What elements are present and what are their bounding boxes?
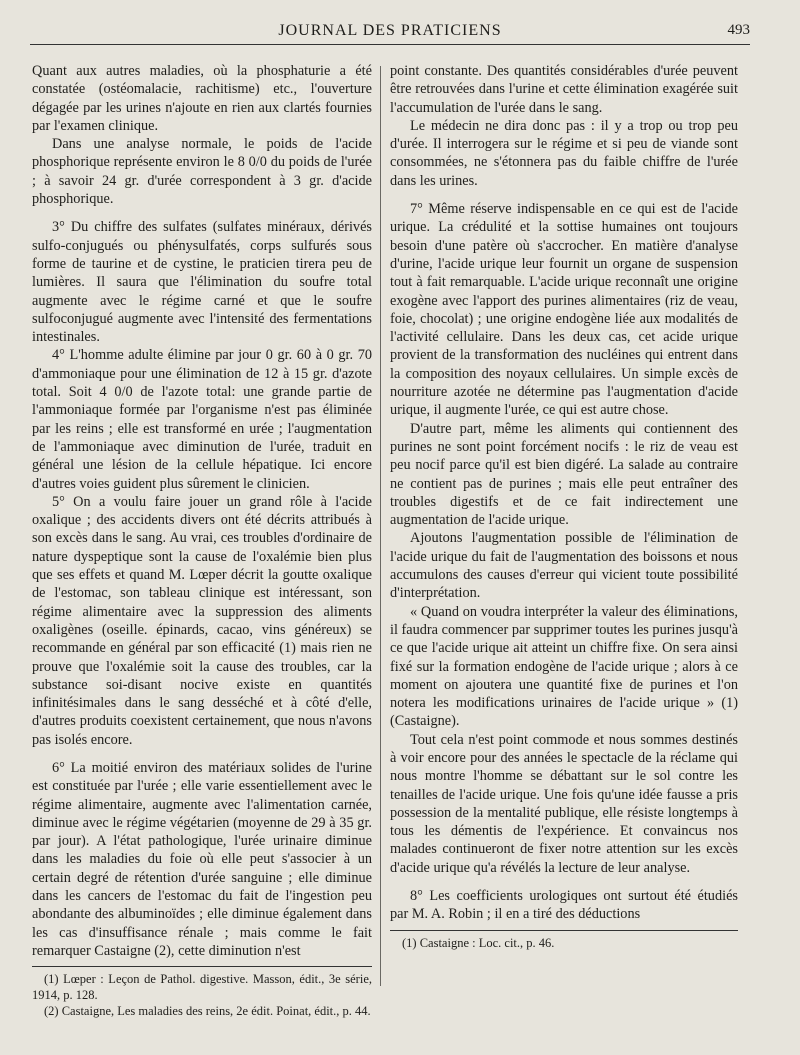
paragraph: 4° L'homme adulte élimine par jour 0 gr. 60 à 0 gr. 70 d'ammoniaque pour une élimination de 12 à 15 gr. d'azote total. Soit 4 0/0 de l'azote total: une grande partie de l'ammoniaque formée par l'organisme n'est pas éliminée par les reins ; elle est transformé en urée ; l'augmentation de l'ammoniaque avec diminution de l'urée, traduit en général une lésion de la cellule hépatique. Ici encore d'autres voies guident plus sûrement le clinicien. [32, 347, 372, 492]
paragraph: 6° La moitié environ des matériaux solides de l'urine est constituée par l'urée ; elle varie essentiellement avec le régime alimentaire, augmente avec l'alimentation carnée, diminue avec le régime végétarien (moyenne de 29 à 35 gr. par jour). A l'état pathologique, l'urée urinaire diminue dans les maladies du foie où elle peut s'associer à un certain degré de rétention d'urée sanguine ; elle diminue dans les cancers de l'estomac du fait de l'ingestion peu abondante des albuminoïdes ; elle diminue également dans les cas d'insuffisance rénale ; mais comme le fait remarquer Castaigne (2), cette diminution n'est [32, 759, 372, 959]
paragraph: D'autre part, même les aliments qui contiennent des purines ne sont point forcément nocifs : le riz de veau est peu nocif parce qu'il est bien digéré. La salade au contraire ne contient pas de purines ; mais elle peut entraîner des troubles digestifs et de ce fait indirectement une augmentation de l'acide urique. [390, 420, 738, 529]
footnote-divider [390, 930, 738, 931]
paragraph: 5° On a voulu faire jouer un grand rôle à l'acide oxalique ; des accidents divers ont été décrits attribués à son excès dans le sang. Au vrai, ces troubles d'ordinaire de nature dyspeptique sont la cause de l'oxalémie bien plus que ses effets et quand M. Lœper décrit la goutte oxalique de l'estomac, son tableau clinique est intéressant, son régime alimentaire avec la suppression des aliments oxaligènes (oseille. épinards, cacao, vins généreux) se recommande en général par son efficacité (1) mais rien ne prouve que l'oxalémie soit la cause des troubles, car la substance soi-disant nocive existe en quantités infinitésimales dans le sang desséché et à côté d'elle, d'autres produits coexistent certainement, que nous n'avons pas isolés encore. [32, 493, 372, 748]
running-title: JOURNAL DES PRATICIENS [278, 22, 502, 39]
paragraph: point constante. Des quantités considérables d'urée peuvent être retrouvées dans l'urine et cette élimination exagérée suit l'accumulation de l'urée dans le sang. [390, 63, 738, 116]
page-number: 493 [727, 22, 750, 38]
paragraph: « Quand on voudra interpréter la valeur des éliminations, il faudra commencer par supprimer toutes les purines jusqu'à ce que l'acide urique ait atteint un chiffre fixe. On sera ainsi fixé sur la formation endogène de l'acide urique ; alors à ce moment on ajoutera une quantité fixe de purines et l'on notera les modifications urinaires de l'acide urique » (1) (Castaigne). [390, 603, 738, 730]
column-divider [380, 66, 381, 986]
right-column [390, 62, 738, 951]
left-column [32, 62, 372, 1019]
paragraph: Tout cela n'est point commode et nous sommes destinés à voir encore pour des années le spectacle de la réclame qui nous montre l'homme se débattant sur le sol contre les tenailles de l'acide urique. Une fois qu'une idée fausse a pris possession de la mentalité publique, elle résiste longtemps à tous les démentis de l'expérience. Et convaincus nos malades continueront de fixer notre attention sur les excès d'acide urique qu'a révélés la lecture de leur analyse. [390, 731, 738, 876]
paragraph: 8° Les coefficients urologiques ont surtout été étudiés par M. A. Robin ; il en a tiré des déductions [390, 888, 738, 923]
paragraph: Ajoutons l'augmentation possible de l'élimination de l'acide urique du fait de l'augmentation des boissons et nous accumulons des causes d'erreur qui vicient toute possibilité d'interprétation. [390, 530, 738, 602]
footnote-divider [32, 966, 372, 967]
footnote: (1) Castaigne : Loc. cit., p. 46. [402, 935, 555, 950]
footnote: (1) Lœper : Leçon de Pathol. digestive. Masson, édit., 3e série, 1914, p. 128. [32, 972, 372, 1003]
paragraph: Dans une analyse normale, le poids de l'acide phosphorique représente environ le 8 0/0 du poids de l'urée ; à savoir 24 gr. d'urée correspondent à 3 gr. d'acide phosphorique. [32, 136, 372, 208]
paragraph: 3° Du chiffre des sulfates (sulfates minéraux, dérivés sulfo-conjugués ou phénysulfatés, corps sulfurés sous forme de taurine et de cystine, le praticien tirera peu de lumières. Il saura que l'élimination du soufre total augmente avec le régime carné et que le soufre sulfoconjugué augmente avec l'intensité des fermentations intestinales. [32, 219, 372, 346]
paragraph: Le médecin ne dira donc pas : il y a trop ou trop peu d'urée. Il interrogera sur le régime et si peu de viande sont consommées, ne s'étonnera pas du faible chiffre de l'urée dans les urines. [390, 117, 738, 189]
page-header [30, 20, 750, 45]
paragraph: 7° Même réserve indispensable en ce qui est de l'acide urique. La crédulité et la sottise humaines ont toujours besoin d'une patère où s'accrocher. En matière d'analyse d'urine, l'acide urique leur fournit un organe de suspension tout à fait remarquable. L'acide urique reconnaît une origine exogène avec l'apport des purines alimentaires (riz de veau, foie, chocolat) ; une origine endogène liée aux modalités de l'activité cellulaire. Dans les deux cas, cet acide urique provient de la transformation des nucléines qui entrent dans la composition des noyaux cellulaires. Un simple excès de nourriture azotée ne détermine pas l'augmentation d'acide urique, il augmente l'urée, ce qui est autre chose. [390, 201, 738, 419]
paragraph: Quant aux autres maladies, où la phosphaturie a été constatée (ostéomalacie, rachitisme) etc., l'ouverture dégagée par les urines n'ajoute en rien aux clartés fournies par l'examen clinique. [32, 63, 372, 134]
footnote: (2) Castaigne, Les maladies des reins, 2e édit. Poinat, édit., p. 44. [44, 1004, 371, 1019]
